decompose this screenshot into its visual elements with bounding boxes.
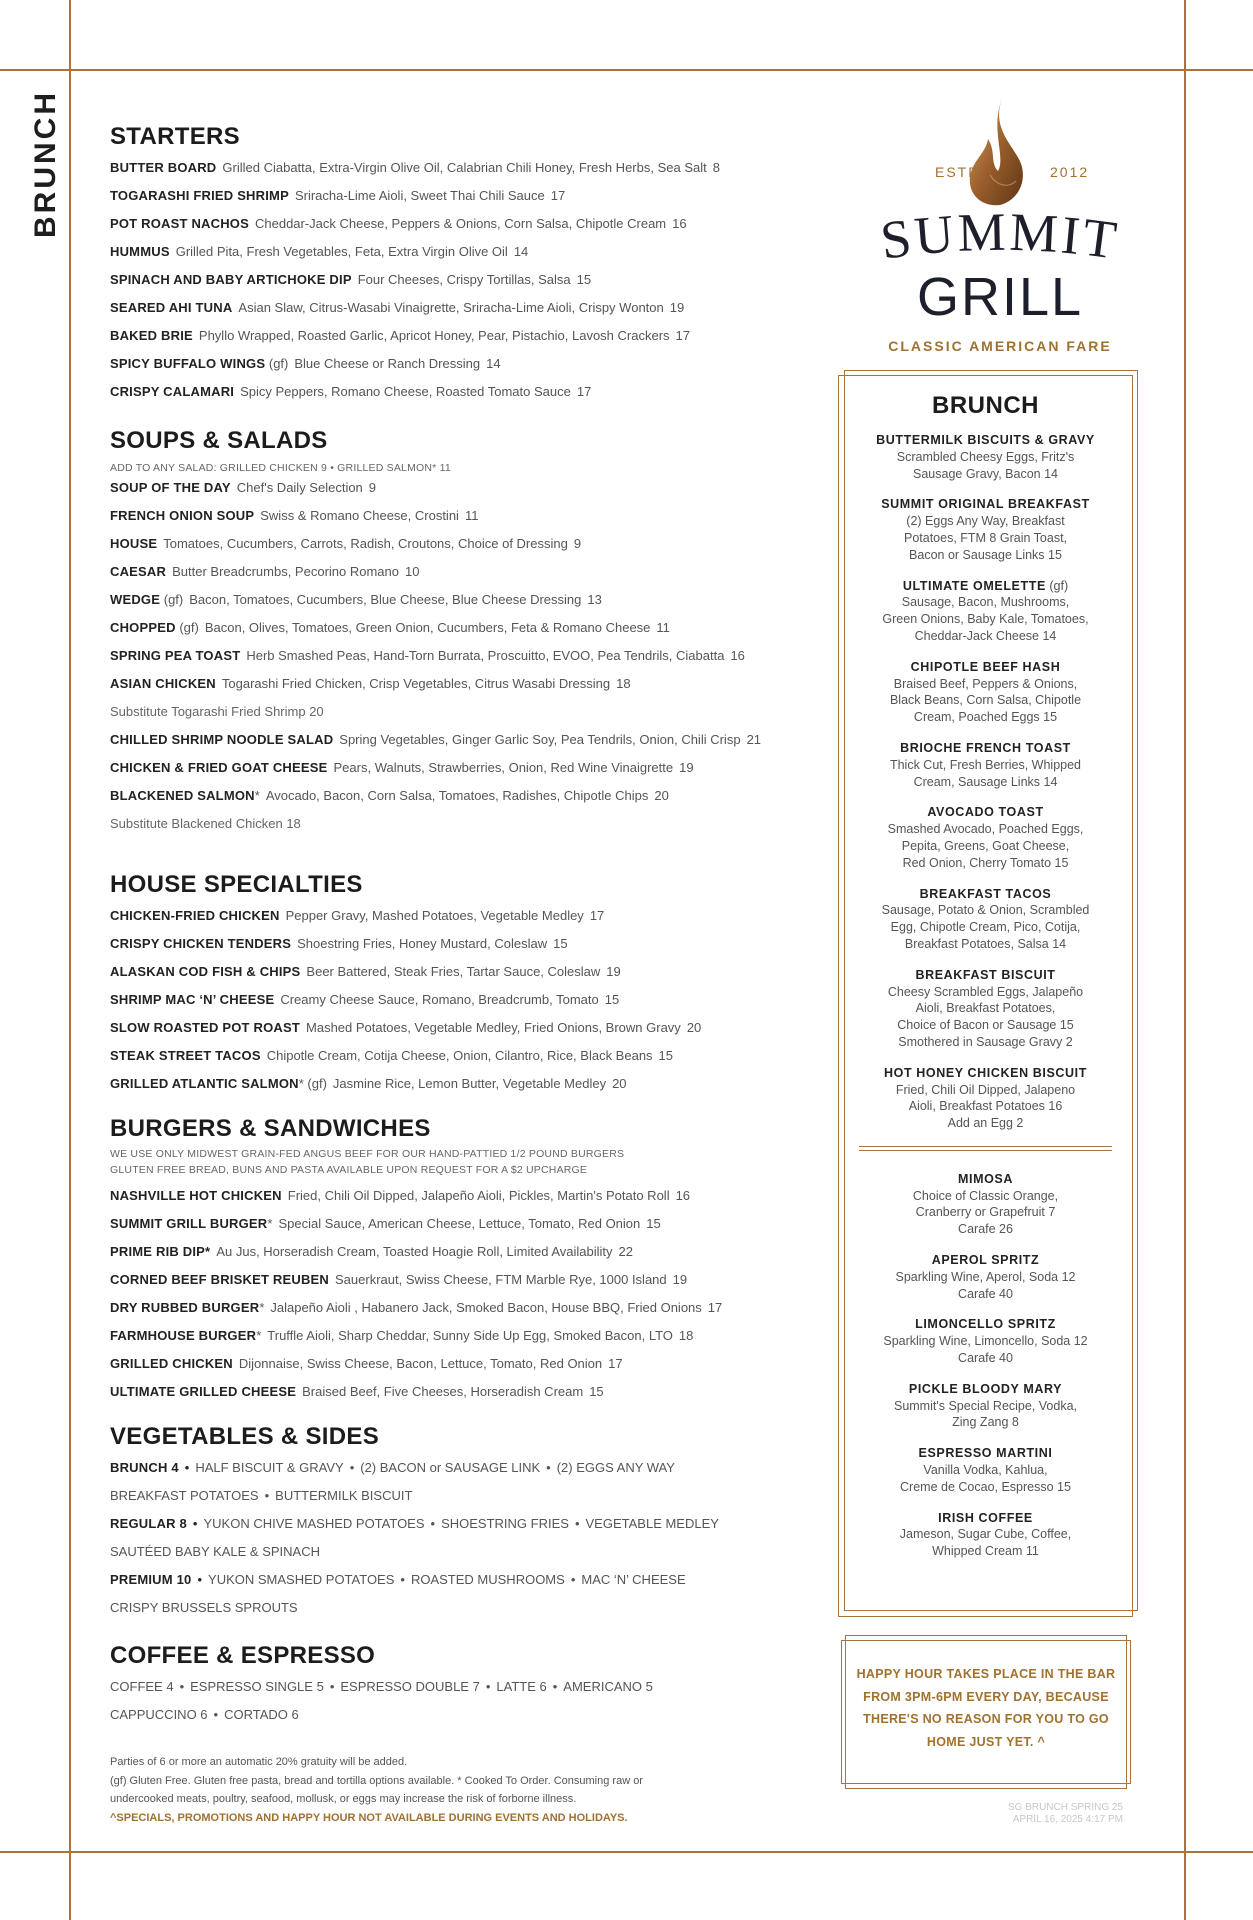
item-name: CORNED BEEF BRISKET REUBEN: [110, 1272, 329, 1287]
item-price: 17: [608, 1356, 623, 1371]
brunch-item-heading: [839, 1171, 1132, 1188]
bullet: •: [213, 1707, 219, 1722]
item-name: NASHVILLE HOT CHICKEN: [110, 1188, 282, 1203]
item-price: 16: [730, 648, 745, 663]
brunch-item: [839, 1445, 1132, 1495]
item-tag: *: [254, 788, 260, 803]
item-name: ULTIMATE GRILLED CHEESE: [110, 1384, 297, 1399]
brunch-item-heading: [839, 1510, 1132, 1527]
item-price: 16: [672, 216, 687, 231]
item-price: 16: [675, 1188, 691, 1203]
list-entry: ROASTED MUSHROOMS: [410, 1572, 565, 1587]
brunch-item-name: BRIOCHE FRENCH TOAST: [900, 740, 1071, 755]
menu-item: [110, 210, 830, 238]
item-name: SUMMIT GRILL BURGER: [110, 1216, 268, 1231]
item-description: Dijonnaise, Swiss Cheese, Bacon, Lettuce, Tomato, Red Onion: [238, 1356, 603, 1371]
item-description: Pepper Gravy, Mashed Potatoes, Vegetable Medley: [285, 908, 584, 923]
brunch-item-heading: [839, 496, 1132, 513]
item-description: Au Jus, Horseradish Cream, Toasted Hoagie Roll, Limited Availability: [216, 1244, 613, 1259]
menu-item: [110, 182, 830, 210]
group-label: BRUNCH 4: [110, 1460, 179, 1475]
item-price: 19: [672, 1272, 688, 1287]
item-price: 17: [550, 188, 566, 203]
brunch-item-heading: [839, 1252, 1132, 1269]
menu-item: [110, 986, 830, 1014]
item-description: Grilled Pita, Fresh Vegetables, Feta, Extra Virgin Olive Oil: [175, 244, 508, 259]
list-row: [110, 1538, 830, 1566]
item-name: WEDGE: [110, 592, 161, 607]
brunch-item: [839, 967, 1132, 1051]
section-sides: [110, 1420, 830, 1622]
menu-item: [110, 1350, 830, 1378]
item-price: 13: [587, 592, 602, 607]
logo-estd: ESTD: [935, 164, 981, 180]
menu-item: [110, 378, 830, 406]
list-entry: ESPRESSO DOUBLE 7: [340, 1679, 480, 1694]
item-name: TOGARASHI FRIED SHRIMP: [110, 188, 289, 203]
item-price: 17: [675, 328, 691, 343]
brunch-item-heading: [839, 432, 1132, 449]
brunch-item-heading: [839, 967, 1132, 984]
item-price: 11: [656, 620, 670, 635]
brunch-item-description: Sausage, Potato & Onion, Scrambled Egg, Chipotle Cream, Pico, Cotija, Breakfast Potatoes, Salsa 14: [881, 903, 1090, 951]
item-description: Sriracha-Lime Aioli, Sweet Thai Chili Sauce: [294, 188, 545, 203]
brunch-item: [839, 659, 1132, 726]
section-title: VEGETABLES & SIDES: [110, 1423, 380, 1450]
brunch-item-heading: [839, 740, 1132, 757]
item-description: Beer Battered, Steak Fries, Tartar Sauce, Coleslaw: [306, 964, 601, 979]
section-house: [110, 868, 830, 1098]
item-price: 19: [679, 760, 694, 775]
list-entry: COFFEE 4: [110, 1679, 174, 1694]
menu-item: [110, 902, 830, 930]
brunch-item-heading: [839, 1381, 1132, 1398]
menu-item: [110, 1322, 830, 1350]
menu-item: [110, 586, 830, 614]
item-name: BUTTER BOARD: [110, 160, 217, 175]
list-row: [110, 1673, 830, 1701]
bullet: •: [400, 1572, 405, 1587]
frame-line-right: [1184, 0, 1186, 1920]
section-title: COFFEE & ESPRESSO: [110, 1642, 376, 1669]
list-entry: ESPRESSO SINGLE 5: [190, 1679, 324, 1694]
item-description: Fried, Chili Oil Dipped, Jalapeño Aioli, Pickles, Martin's Potato Roll: [287, 1188, 670, 1203]
menu-item: [110, 1294, 830, 1322]
item-description: Braised Beef, Five Cheeses, Horseradish Cream: [302, 1384, 584, 1399]
footer-line: undercooked meats, poultry, seafood, mollusk, or eggs may increase the risk of forborne illness.: [110, 1793, 577, 1805]
item-price: 9: [573, 536, 582, 551]
item-name: CRISPY CHICKEN TENDERS: [110, 936, 292, 951]
item-description: Swiss & Romano Cheese, Crostini: [260, 508, 459, 523]
item-tag: *: [267, 1216, 273, 1231]
brunch-item-description: Smashed Avocado, Poached Eggs, Pepita, Greens, Goat Cheese, Red Onion, Cherry Tomato 15: [887, 822, 1084, 870]
brunch-item-name: ESPRESSO MARTINI: [918, 1446, 1053, 1461]
item-tag: (gf): [265, 356, 289, 371]
salad-addon-note: ADD TO ANY SALAD: GRILLED CHICKEN 9 • GRILLED SALMON* 11: [110, 462, 451, 474]
list-entry: SHOESTRING FRIES: [441, 1516, 569, 1531]
menu-item: [110, 350, 830, 378]
item-description: Phyllo Wrapped, Roasted Garlic, Apricot Honey, Pear, Pistachio, Lavosh Crackers: [198, 328, 670, 343]
brunch-item: [839, 1065, 1132, 1132]
item-description: Cheddar-Jack Cheese, Peppers & Onions, Corn Salsa, Chipotle Cream: [254, 216, 667, 231]
logo-name-line1: SUMMIT: [877, 201, 1123, 271]
section-burgers: [110, 1112, 830, 1406]
item-name: STEAK STREET TACOS: [110, 1048, 261, 1063]
item-description: Bacon, Tomatoes, Cucumbers, Blue Cheese, Blue Cheese Dressing: [189, 592, 582, 607]
item-name: CHILLED SHRIMP NOODLE SALAD: [110, 732, 334, 747]
brunch-item-description: Sparkling Wine, Limoncello, Soda 12 Carafe 40: [883, 1334, 1088, 1366]
brunch-item-heading: [839, 659, 1132, 676]
substitution-note: Substitute Blackened Chicken 18: [110, 816, 301, 831]
bullet: •: [329, 1679, 335, 1694]
item-price: 19: [606, 964, 621, 979]
list-entry: YUKON CHIVE MASHED POTATOES: [203, 1516, 425, 1531]
item-price: 15: [658, 1048, 674, 1063]
menu-item: [110, 642, 830, 670]
brunch-item-description: Fried, Chili Oil Dipped, Jalapeno Aioli, Breakfast Potatoes 16 Add an Egg 2: [895, 1082, 1076, 1131]
brunch-item-description: Sausage, Bacon, Mushrooms, Green Onions, Baby Kale, Tomatoes, Cheddar-Jack Cheese 14: [882, 595, 1089, 643]
list-row: [110, 1701, 830, 1729]
item-price: 22: [618, 1244, 634, 1259]
list-entry: BUTTERMILK BISCUIT: [275, 1488, 413, 1503]
item-description: Four Cheeses, Crispy Tortillas, Salsa: [357, 272, 571, 287]
brunch-item-name: CHIPOTLE BEEF HASH: [910, 659, 1061, 674]
list-entry: YUKON SMASHED POTATOES: [208, 1572, 395, 1587]
bullet: •: [349, 1460, 355, 1475]
group-label: REGULAR 8: [110, 1516, 187, 1531]
list-entry: HALF BISCUIT & GRAVY: [195, 1460, 344, 1475]
menu-item: [110, 1182, 830, 1210]
bullet: •: [430, 1516, 436, 1531]
item-price: 9: [368, 480, 377, 495]
brunch-item-heading: [839, 1445, 1132, 1462]
menu-item: [110, 530, 830, 558]
brunch-item-description: Choice of Classic Orange, Cranberry or Grapefruit 7 Carafe 26: [912, 1188, 1059, 1237]
bullet: •: [264, 1488, 270, 1503]
item-description: Chipotle Cream, Cotija Cheese, Onion, Cilantro, Rice, Black Beans: [266, 1048, 653, 1063]
list-entry: VEGETABLE MEDLEY: [585, 1516, 719, 1531]
menu-item: [110, 154, 830, 182]
item-tag: (gf): [175, 620, 199, 635]
brunch-item: [839, 1171, 1132, 1238]
list-entry: (2) EGGS ANY WAY: [556, 1460, 675, 1475]
menu-item: [110, 322, 830, 350]
version-stamp: [1008, 1802, 1123, 1826]
item-name: SEARED AHI TUNA: [110, 300, 233, 315]
group-label: PREMIUM 10: [110, 1572, 192, 1587]
menu-item: [110, 958, 830, 986]
item-description: Truffle Aioli, Sharp Cheddar, Sunny Side Up Egg, Smoked Bacon, LTO: [267, 1328, 673, 1343]
menu-item: [110, 558, 830, 586]
item-description: Shoestring Fries, Honey Mustard, Coleslaw: [297, 936, 548, 951]
item-name: CRISPY CALAMARI: [110, 384, 235, 399]
item-description: Asian Slaw, Citrus-Wasabi Vinaigrette, Sriracha-Lime Aioli, Crispy Wonton: [238, 300, 664, 315]
brunch-item-description: Summit's Special Recipe, Vodka, Zing Zang 8: [893, 1398, 1078, 1430]
brunch-item: [839, 432, 1132, 482]
item-name: ASIAN CHICKEN: [110, 676, 216, 691]
list-entry: (2) BACON or SAUSAGE LINK: [360, 1460, 541, 1475]
menu-item: [110, 1378, 830, 1406]
item-price: 20: [654, 788, 669, 803]
footer-highlight: ^SPECIALS, PROMOTIONS AND HAPPY HOUR NOT AVAILABLE DURING EVENTS AND HOLIDAYS.: [110, 1811, 628, 1824]
bullet: •: [570, 1572, 576, 1587]
menu-item: [110, 474, 830, 502]
item-name: BLACKENED SALMON: [110, 788, 255, 803]
brunch-item: [839, 886, 1132, 953]
item-price: 19: [669, 300, 685, 315]
section-title: BURGERS & SANDWICHES: [110, 1115, 431, 1142]
item-price: 17: [707, 1300, 723, 1315]
version-line: APRIL 16, 2025 4:17 PM: [1012, 1814, 1123, 1825]
item-price: 11: [464, 508, 479, 523]
brunch-item-heading: [839, 886, 1132, 903]
item-name: ALASKAN COD FISH & CHIPS: [110, 964, 301, 979]
brunch-item-name: BREAKFAST BISCUIT: [915, 967, 1056, 982]
frame-line-bottom: [0, 1851, 1253, 1853]
section-coffee: [110, 1639, 830, 1729]
menu-item: [110, 754, 830, 782]
item-price: 20: [686, 1020, 702, 1035]
item-price: 14: [486, 356, 501, 371]
brunch-item-name: APEROL SPRITZ: [931, 1253, 1040, 1268]
brunch-item-description: Braised Beef, Peppers & Onions, Black Beans, Corn Salsa, Chipotle Cream, Poached Eggs 15: [889, 676, 1082, 725]
menu-item: [110, 1042, 830, 1070]
list-row: [110, 1482, 830, 1510]
burger-note: WE USE ONLY MIDWEST GRAIN-FED ANGUS BEEF FOR OUR HAND-PATTIED 1/2 POUND BURGERS: [110, 1148, 625, 1160]
menu-item: [110, 782, 830, 810]
brunch-item-description: (2) Eggs Any Way, Breakfast Potatoes, FTM 8 Grain Toast, Bacon or Sausage Links 15: [903, 514, 1068, 562]
section-title: HOUSE SPECIALTIES: [110, 871, 363, 898]
brunch-item-description: Jameson, Sugar Cube, Coffee, Whipped Cream 11: [899, 1527, 1072, 1559]
list-entry: CAPPUCCINO 6: [110, 1707, 208, 1722]
item-description: Grilled Ciabatta, Extra-Virgin Olive Oil, Calabrian Chili Honey, Fresh Herbs, Sea Salt: [222, 160, 707, 175]
divider: [859, 1146, 1112, 1151]
happy-hour-box: [841, 1640, 1131, 1784]
burger-notes: [110, 1146, 830, 1178]
brunch-item: [839, 804, 1132, 871]
menu-item: [110, 1238, 830, 1266]
menu-item: [110, 502, 830, 530]
item-price: 14: [513, 244, 529, 259]
item-name: CHOPPED: [110, 620, 176, 635]
brunch-item-description: Vanilla Vodka, Kahlua, Creme de Cocao, Espresso 15: [900, 1463, 1071, 1494]
item-price: 10: [405, 564, 420, 579]
section-title: STARTERS: [110, 123, 240, 150]
item-description: Blue Cheese or Ranch Dressing: [294, 356, 481, 371]
brunch-item-name: ULTIMATE OMELETTE: [902, 578, 1046, 593]
item-name: FRENCH ONION SOUP: [110, 508, 255, 523]
menu-item: [110, 1266, 830, 1294]
menu-item: [110, 294, 830, 322]
item-price: 15: [589, 1384, 604, 1399]
menu-item: [110, 1014, 830, 1042]
burger-note: GLUTEN FREE BREAD, BUNS AND PASTA AVAILABLE UPON REQUEST FOR A $2 UPCHARGE: [110, 1164, 588, 1176]
happy-hour-text: HAPPY HOUR TAKES PLACE IN THE BAR FROM 3PM-6PM EVERY DAY, BECAUSE THERE'S NO REASON FOR YOU TO GO HOME JUST YET. ^: [856, 1667, 1116, 1749]
item-description: Special Sauce, American Cheese, Lettuce, Tomato, Red Onion: [278, 1216, 641, 1231]
list-entry: CORTADO 6: [224, 1707, 299, 1722]
brunch-item-heading: [839, 578, 1132, 595]
brunch-item-name: HOT HONEY CHICKEN BISCUIT: [884, 1065, 1087, 1080]
frame-line-left: [69, 0, 71, 1920]
brunch-item-name: LIMONCELLO SPRITZ: [915, 1317, 1056, 1332]
brunch-item-description: Scrambled Cheesy Eggs, Fritz's Sausage Gravy, Bacon 14: [896, 449, 1075, 481]
bullet: •: [485, 1679, 491, 1694]
brunch-item-description: Cheesy Scrambled Eggs, Jalapeño Aioli, Breakfast Potatoes, Choice of Bacon or Sausage 15 Smothered in Sausage Gravy 2: [887, 984, 1084, 1049]
item-name: HUMMUS: [110, 244, 170, 259]
item-description: Chef's Daily Selection: [236, 480, 363, 495]
brunch-box: [838, 375, 1133, 1617]
item-description: Togarashi Fried Chicken, Crisp Vegetables, Citrus Wasabi Dressing: [221, 676, 611, 691]
section-soups: [110, 424, 830, 838]
brunch-item-name: SUMMIT ORIGINAL BREAKFAST: [881, 497, 1090, 512]
item-tag: * (gf): [298, 1076, 327, 1091]
item-tag: *: [256, 1328, 262, 1343]
item-name: SPRING PEA TOAST: [110, 648, 241, 663]
item-tag: *: [259, 1300, 265, 1315]
list-entry: MAC ‘N’ CHEESE: [581, 1572, 686, 1587]
brunch-box-title: BRUNCH: [932, 392, 1039, 419]
list-row: [110, 1566, 830, 1594]
item-name: CAESAR: [110, 564, 167, 579]
item-description: Bacon, Olives, Tomatoes, Green Onion, Cucumbers, Feta & Romano Cheese: [204, 620, 651, 635]
footer-notes: [110, 1753, 810, 1827]
brunch-item: [839, 496, 1132, 563]
item-name: DRY RUBBED BURGER: [110, 1300, 260, 1315]
brunch-item-name: BREAKFAST TACOS: [919, 886, 1052, 901]
item-name: CHICKEN-FRIED CHICKEN: [110, 908, 280, 923]
bullet: •: [546, 1460, 551, 1475]
item-description: Spring Vegetables, Ginger Garlic Soy, Pea Tendrils, Onion, Chili Crisp: [339, 732, 741, 747]
item-description: Mashed Potatoes, Vegetable Medley, Fried Onions, Brown Gravy: [306, 1020, 681, 1035]
item-name: FARMHOUSE BURGER: [110, 1328, 257, 1343]
item-price: 18: [616, 676, 631, 691]
item-name: HOUSE: [110, 536, 158, 551]
logo-name-line2: GRILL: [916, 267, 1084, 327]
brunch-item: [839, 740, 1132, 790]
list-entry: SAUTÉED BABY KALE & SPINACH: [110, 1544, 320, 1559]
item-description: Butter Breadcrumbs, Pecorino Romano: [172, 564, 399, 579]
item-description: Tomatoes, Cucumbers, Carrots, Radish, Croutons, Choice of Dressing: [163, 536, 568, 551]
substitution-note: Substitute Togarashi Fried Shrimp 20: [110, 704, 324, 719]
brunch-item-tag: (gf): [1045, 578, 1069, 593]
menu-item: [110, 266, 830, 294]
bullet: •: [179, 1679, 185, 1694]
footer-line: Parties of 6 or more an automatic 20% gratuity will be added.: [110, 1756, 408, 1768]
brunch-item-description: Thick Cut, Fresh Berries, Whipped Cream, Sausage Links 14: [889, 757, 1082, 789]
section-title: SOUPS & SALADS: [110, 427, 328, 454]
item-price: 20: [612, 1076, 627, 1091]
brunch-item-heading: [839, 804, 1132, 821]
section-starters: [110, 120, 830, 406]
list-entry: BREAKFAST POTATOES: [110, 1488, 259, 1503]
item-name: POT ROAST NACHOS: [110, 216, 249, 231]
item-name: GRILLED ATLANTIC SALMON: [110, 1076, 299, 1091]
item-price: 15: [646, 1216, 661, 1231]
list-row: [110, 1454, 830, 1482]
menu-item: [110, 1070, 830, 1098]
item-name: GRILLED CHICKEN: [110, 1356, 233, 1371]
item-price: 8: [712, 160, 720, 175]
logo-tagline: CLASSIC AMERICAN FARE: [888, 338, 1112, 354]
bullet: •: [184, 1460, 190, 1475]
item-price: 15: [576, 272, 592, 287]
brunch-item-description: Sparkling Wine, Aperol, Soda 12 Carafe 40: [895, 1269, 1076, 1301]
item-description: Avocado, Bacon, Corn Salsa, Tomatoes, Radishes, Chipotle Chips: [265, 788, 649, 803]
item-description: Herb Smashed Peas, Hand-Torn Burrata, Proscuitto, EVOO, Pea Tendrils, Ciabatta: [246, 648, 725, 663]
brunch-item-name: IRISH COFFEE: [938, 1510, 1033, 1525]
bullet: •: [192, 1516, 198, 1531]
menu-item: [110, 726, 830, 754]
item-description: Spicy Peppers, Romano Cheese, Roasted Tomato Sauce: [240, 384, 571, 399]
brunch-item-name: AVOCADO TOAST: [927, 805, 1044, 820]
item-name: PRIME RIB DIP*: [110, 1244, 211, 1259]
item-price: 17: [589, 908, 605, 923]
menu-item: [110, 614, 830, 642]
menu-item: [110, 930, 830, 958]
item-price: 15: [604, 992, 620, 1007]
list-entry: CRISPY BRUSSELS SPROUTS: [110, 1600, 298, 1615]
brunch-item-heading: [839, 1065, 1132, 1082]
bullet: •: [552, 1679, 558, 1694]
item-price: 15: [553, 936, 568, 951]
side-title: BRUNCH: [29, 90, 62, 238]
menu-item: [110, 238, 830, 266]
list-entry: AMERICANO 5: [563, 1679, 653, 1694]
menu-item: [110, 670, 830, 698]
brunch-item: [839, 578, 1132, 645]
item-price: 21: [746, 732, 762, 747]
item-name: SPICY BUFFALO WINGS: [110, 356, 266, 371]
item-description: Sauerkraut, Swiss Cheese, FTM Marble Rye, 1000 Island: [335, 1272, 667, 1287]
item-name: SHRIMP MAC ‘N’ CHEESE: [110, 992, 275, 1007]
version-line: SG BRUNCH SPRING 25: [1007, 1802, 1123, 1813]
item-name: BAKED BRIE: [110, 328, 193, 343]
brunch-item: [839, 1252, 1132, 1302]
list-row: [110, 1594, 830, 1622]
item-description: Jalapeño Aioli , Habanero Jack, Smoked Bacon, House BBQ, Fried Onions: [270, 1300, 702, 1315]
item-price: 18: [678, 1328, 694, 1343]
list-entry: LATTE 6: [496, 1679, 547, 1694]
summit-grill-logo: [840, 95, 1160, 360]
item-price: 17: [576, 384, 592, 399]
brunch-item: [839, 1381, 1132, 1431]
bullet: •: [197, 1572, 203, 1587]
brunch-item: [839, 1510, 1132, 1560]
brunch-item-heading: [839, 1316, 1132, 1333]
brunch-item-name: PICKLE BLOODY MARY: [908, 1381, 1063, 1396]
item-name: SOUP OF THE DAY: [110, 480, 231, 495]
frame-line-top: [0, 69, 1253, 71]
item-name: SPINACH AND BABY ARTICHOKE DIP: [110, 272, 352, 287]
footer-line: (gf) Gluten Free. Gluten free pasta, bread and tortilla options available. * Cooked To Order. Consuming raw or: [110, 1774, 643, 1787]
brunch-item-name: BUTTERMILK BISCUITS & GRAVY: [876, 433, 1095, 447]
item-name: CHICKEN & FRIED GOAT CHEESE: [110, 760, 328, 775]
item-description: Pears, Walnuts, Strawberries, Onion, Red Wine Vinaigrette: [333, 760, 674, 775]
menu-item: [110, 1210, 830, 1238]
logo-graphic: [840, 95, 1160, 360]
item-tag: (gf): [160, 592, 184, 607]
brunch-item: [839, 1316, 1132, 1366]
list-row: [110, 1510, 830, 1538]
flame-icon: [970, 99, 1023, 205]
bullet: •: [574, 1516, 580, 1531]
item-description: Jasmine Rice, Lemon Butter, Vegetable Medley: [332, 1076, 607, 1091]
item-description: Creamy Cheese Sauce, Romano, Breadcrumb, Tomato: [280, 992, 599, 1007]
logo-year: 2012: [1050, 164, 1090, 180]
brunch-item-name: MIMOSA: [958, 1171, 1013, 1186]
item-name: SLOW ROASTED POT ROAST: [110, 1020, 301, 1035]
